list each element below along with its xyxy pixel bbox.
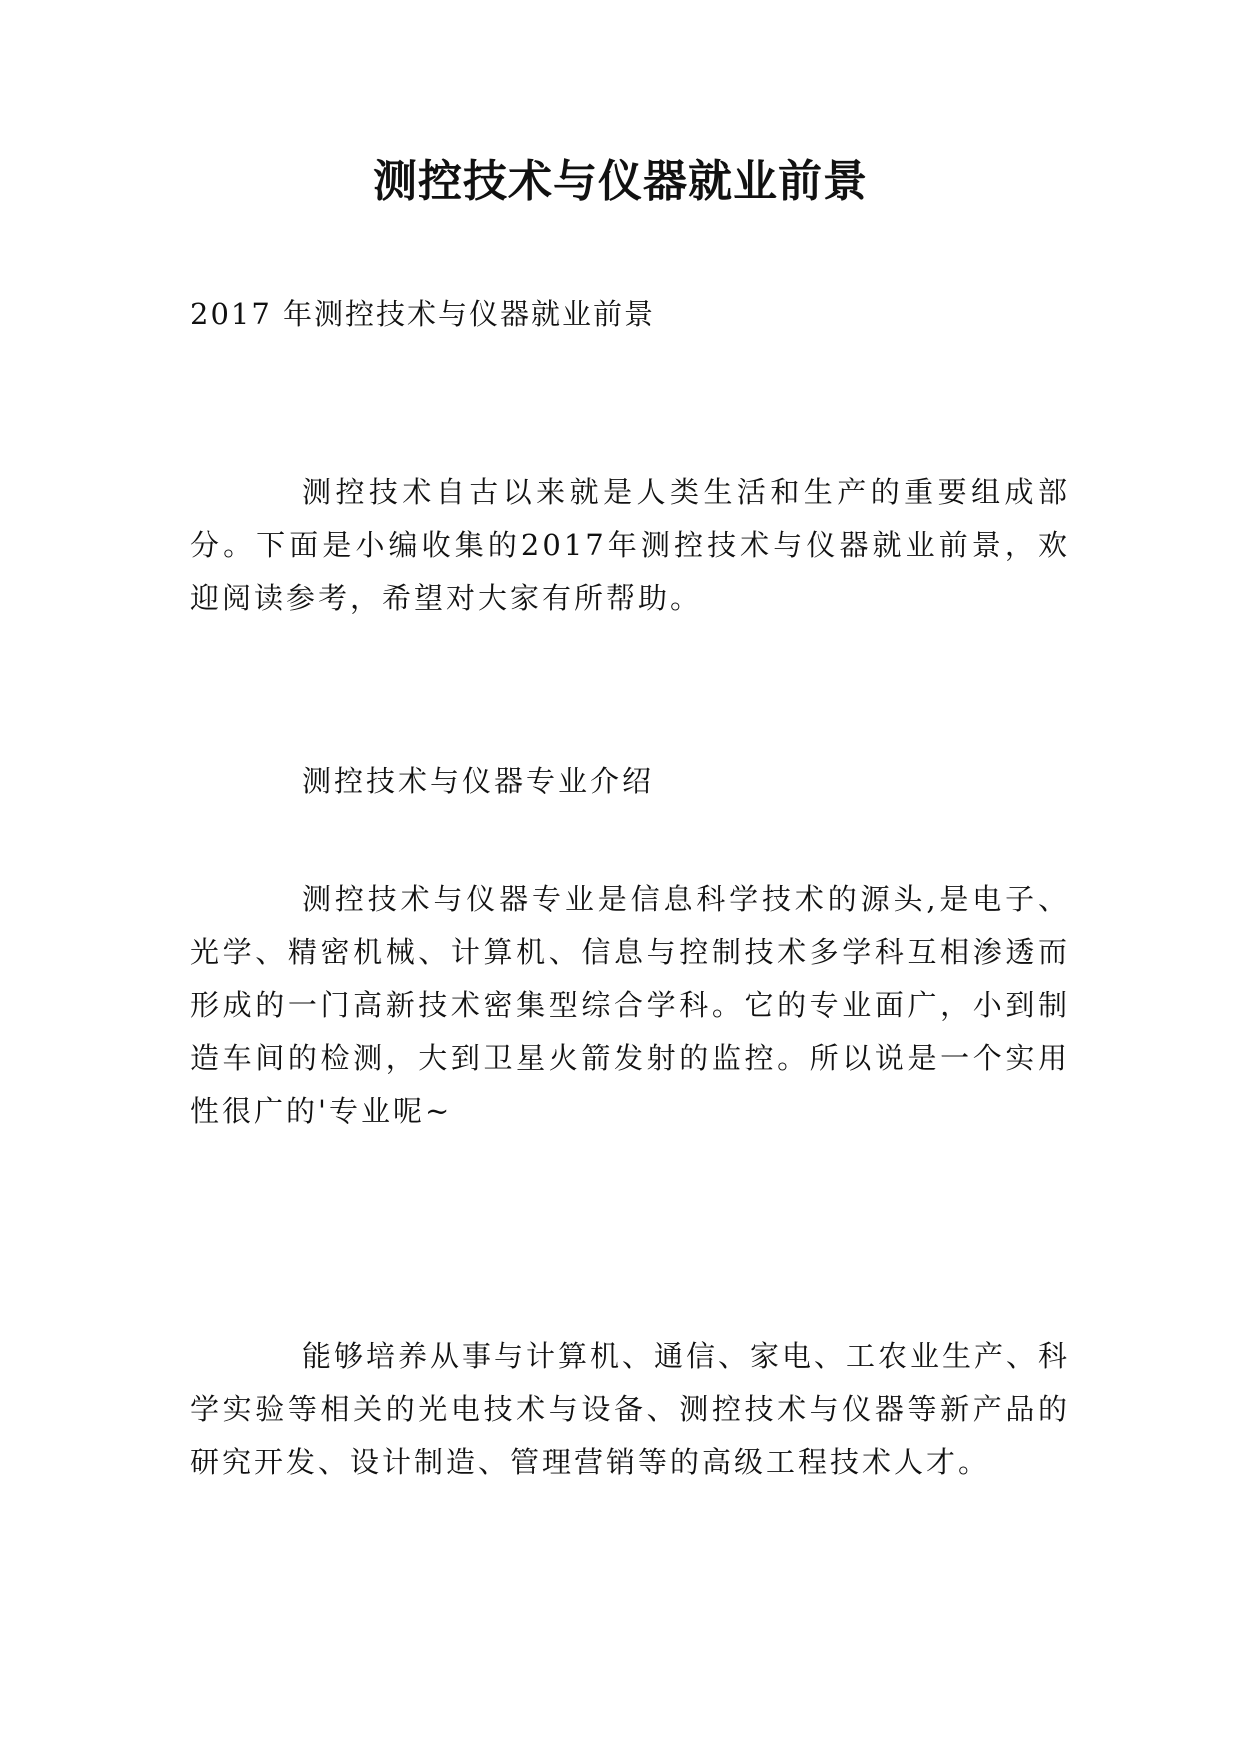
section-heading: 测控技术与仪器专业介绍 [302, 764, 655, 798]
training-goals-paragraph: 能够培养从事与计算机、通信、家电、工农业生产、科学实验等相关的光电技术与设备、测控技术与仪器等新产品的研究开发、设计制造、管理营销等的高级工程技术人才。 [190, 1339, 1071, 1479]
major-introduction-paragraph: 测控技术与仪器专业是信息科学技术的源头,是电子、光学、精密机械、计算机、信息与控制技术多学科互相渗透而形成的一门高新技术密集型综合学科。它的专业面广，小到制造车间的检测，大到卫星火箭发射的监控。所以说是一个实用性很广的'专业呢~ [190, 882, 1070, 1128]
document-subtitle: 2017 年测控技术与仪器就业前景 [190, 297, 656, 331]
intro-paragraph: 测控技术自古以来就是人类生活和生产的重要组成部分。下面是小编收集的2017年测控技术与仪器就业前景，欢迎阅读参考，希望对大家有所帮助。 [190, 475, 1070, 615]
page-title: 测控技术与仪器就业前景 [373, 156, 868, 207]
